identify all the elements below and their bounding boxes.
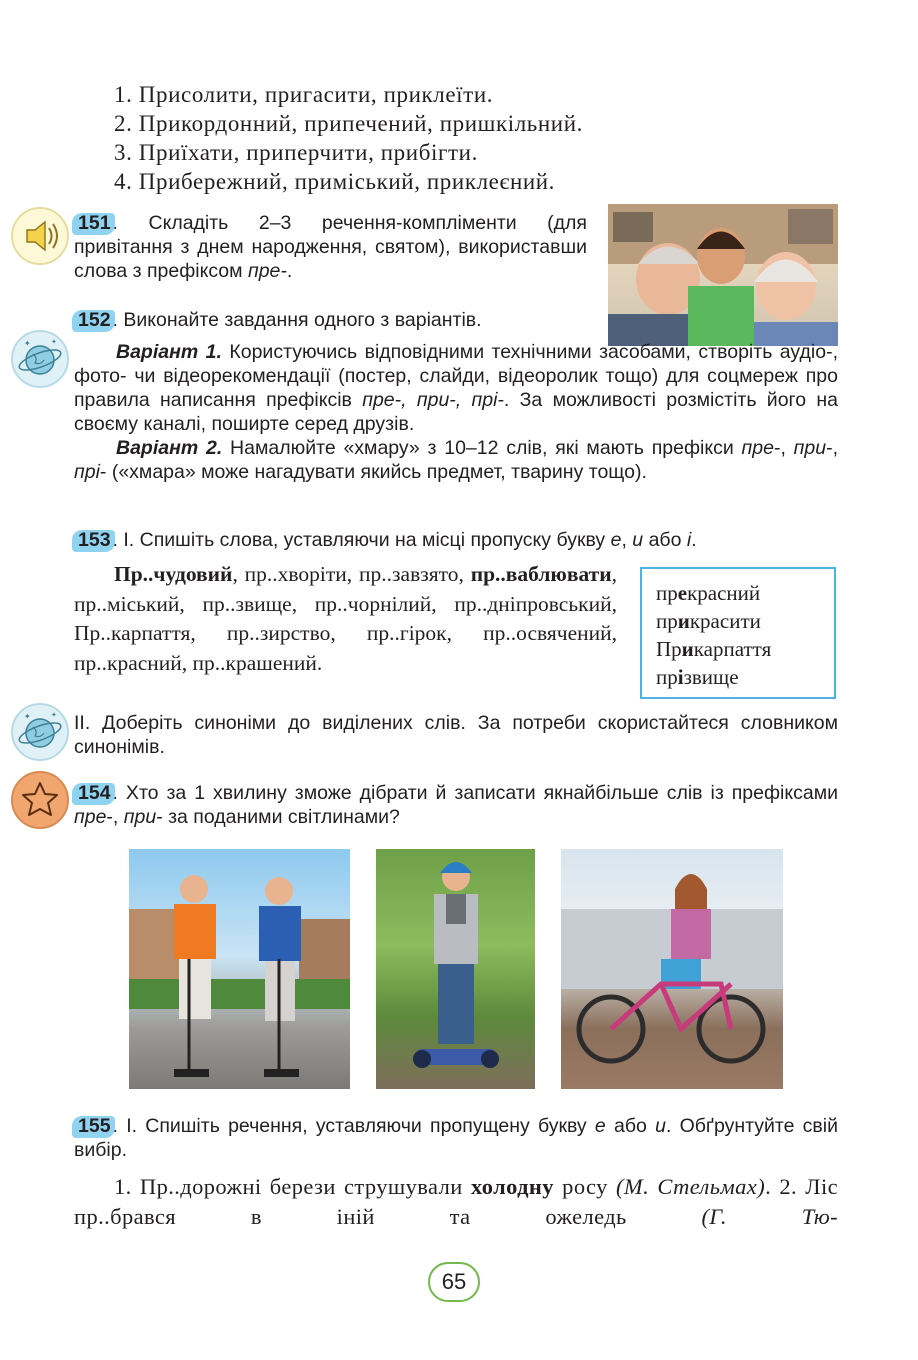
hint-word: прекрасний <box>656 581 761 605</box>
task-153-words: Пр..чудовий, пр..хворіти, пр..завзято, пр..ваблювати, пр..міський, пр..звище, пр..чорнілий, пр..дніпровський, Пр..карпаття, пр..зирство, пр..гірок, пр..освячений, пр..красний, пр..крашений. <box>74 562 617 675</box>
list-item: 4. Прибережний, приміський, приклеєний. <box>114 169 556 194</box>
task-number: 151 <box>74 211 113 235</box>
task-number: 154 <box>74 781 113 805</box>
task-153: 153 . І. Спишіть слова, уставляючи на місці пропуску букву е, и або і. <box>74 528 838 552</box>
task-number: 155 <box>74 1114 113 1138</box>
list-item: 2. Прикордонний, припечений, пришкільний. <box>114 111 583 136</box>
task-154: 154 . Хто за 1 хвилину зможе дібрати й записати якнайбільше слів із префіксами пре-, при- за поданими світлинами? <box>74 782 838 828</box>
svg-text:✦: ✦ <box>24 339 31 348</box>
task-151: 151 . Складіть 2–3 речення-компліменти (для привітання з днем народження, святом), використавши слова з префіксом пре-. <box>74 212 587 282</box>
task-155-sentences: 1. Пр..дорожні берези струшували холодну росу (М. Стельмах). 2. Ліс пр..брався в іній та ожеледь (Г. Тю- <box>74 1174 838 1229</box>
svg-text:✦: ✦ <box>51 339 57 346</box>
task-155: 155 . І. Спишіть речення, уставляючи пропущену букву е або и. Обґрунтуйте свій вибір. <box>74 1115 838 1161</box>
hoverboard-boy-photo <box>376 849 535 1089</box>
page-number: 65 <box>428 1262 480 1302</box>
task-number: 152 <box>74 308 113 332</box>
hint-word: прізвище <box>656 665 739 689</box>
globe-icon <box>11 330 69 388</box>
variant-2-label: Варіант 2. <box>116 437 223 459</box>
task-153-part-2: ІІ. Доберіть синоніми до виділених слів. За потреби скористайтеся словником синонімів. <box>74 712 838 758</box>
scooter-kids-photo <box>129 849 350 1089</box>
task-152-variants: Варіант 1. Користуючись відповідними технічними засобами, створіть аудіо-, фото- чи відеорекомендації (постер, слайди, відеоролик тощо) для соцмереж про правила написання префіксів пре-, при-, прі-. За можливості розмістіть його на своєму каналі, поширте серед друзів. Варіант 2. Намалюйте «хмару» з 10–12 слів, які мають префікси пре-, при-, прі- («хмара» може нагадувати якийсь предмет, тварину тощо). <box>74 341 838 483</box>
list-item: 3. Приїхати, приперчити, прибігти. <box>114 140 478 165</box>
globe-icon <box>11 703 69 761</box>
hint-word: Прикарпаття <box>656 637 772 661</box>
svg-text:✦: ✦ <box>51 712 57 719</box>
star-icon <box>11 771 69 829</box>
task-152: 152 . Виконайте завдання одного з варіантів. <box>74 308 589 332</box>
variant-1-label: Варіант 1. <box>116 341 222 363</box>
exercise-list <box>114 80 583 196</box>
family-photo <box>608 204 838 346</box>
speaker-icon <box>11 207 69 265</box>
spelling-hint-box <box>640 567 836 699</box>
list-item: 1. Присолити, пригасити, приклеїти. <box>114 82 494 107</box>
bicycle-girl-photo <box>561 849 783 1089</box>
hint-word: прикрасити <box>656 609 761 633</box>
task-number: 153 <box>74 528 113 552</box>
svg-text:✦: ✦ <box>24 712 31 721</box>
